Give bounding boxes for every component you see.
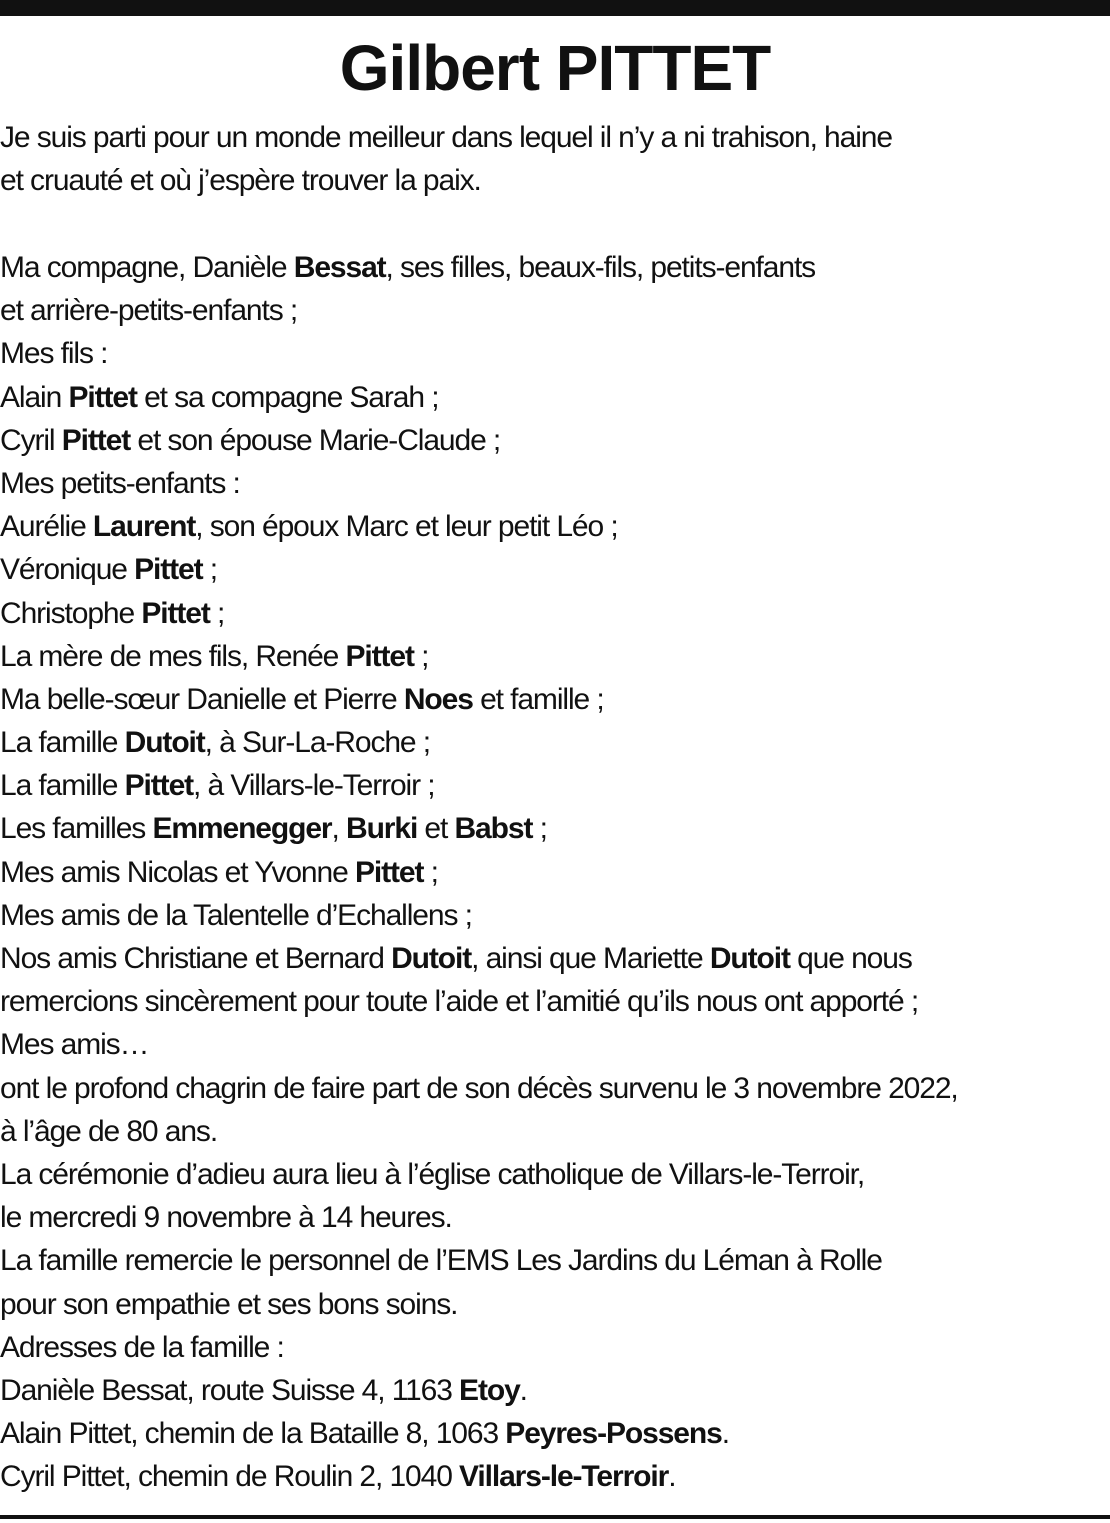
line-text: Aurélie [0,510,93,544]
line-text: , à Villars-le-Terroir ; [193,769,435,803]
line-text: La famille remercie le personnel de l’EMS Les Jardins du Léman à Rolle [0,1244,882,1278]
body-line [0,289,1110,332]
line-text: , [331,812,346,846]
surname-text: Pittet [68,380,137,414]
intro-line [0,159,1110,202]
body-line [0,1239,1110,1282]
body-line [0,419,1110,462]
line-text: Alain Pittet, chemin de la Bataille 8, 1063 [0,1417,506,1451]
line-text: et [417,812,455,846]
surname-text: Babst [454,812,533,846]
line-text: et famille ; [472,682,604,716]
body-line [0,548,1110,591]
line-text: Les familles [0,812,153,846]
body-line [0,246,1110,289]
body-line [0,1455,1110,1498]
surname-text: Pittet [61,423,131,457]
surname-text: Dutoit [391,942,472,975]
body-line [0,1110,1110,1153]
body-line [0,505,1110,548]
body-line [0,1196,1110,1239]
line-text: remercions sincèrement pour toute l’aide et l’amitié qu’ils nous ont apporté ; [0,985,919,1019]
line-text: , ses filles, beaux-fils, petits-enfants [385,251,816,284]
surname-text: Bessat [293,251,386,284]
line-text: La mère de mes fils, Renée [0,639,346,673]
line-text: . [721,1417,729,1451]
line-text: Cyril Pittet, chemin de Roulin 2, 1040 [0,1460,460,1494]
line-text: Christophe [0,596,142,630]
line-text: La famille [0,769,125,803]
surname-text: Peyres-Possens [505,1417,722,1451]
line-text: Véronique [0,553,135,587]
line-text: La famille [0,726,125,760]
surname-text: Pittet [345,639,414,673]
line-text: que nous [789,942,912,975]
body-line [0,1369,1110,1412]
line-text: Cyril [0,423,62,457]
line-text: La cérémonie d’adieu aura lieu à l’église catholique de Villars-le-Terroir, [0,1157,865,1191]
body-line [0,678,1110,721]
line-text: ont le profond chagrin de faire part de son décès survenu le 3 novembre 2022, [0,1071,958,1105]
body-line [0,1153,1110,1196]
line-text: . [519,1373,527,1407]
body-line [0,851,1110,894]
body-line [0,592,1110,635]
line-text: Nos amis Christiane et Bernard [0,942,392,975]
surname-text: Etoy [459,1373,520,1407]
line-text: ; [202,553,217,587]
line-text: . [668,1460,676,1494]
surname-text: Dutoit [709,942,790,975]
obituary-body [0,246,1110,1498]
intro-paragraph [0,116,1110,202]
line-text: Mes amis de la Talentelle d’Echallens ; [0,898,472,932]
line-text: le mercredi 9 novembre à 14 heures. [0,1201,452,1235]
line-text: , à Sur-La-Roche ; [204,726,430,760]
surname-text: Pittet [134,553,203,587]
line-text: Ma belle-sœur Danielle et Pierre [0,682,404,716]
page-title: Gilbert PITTET [339,32,771,104]
top-rule [0,0,1110,16]
line-text: Alain [0,380,69,414]
line-text: , son époux Marc et leur petit Léo ; [195,510,618,544]
body-line [0,1326,1110,1369]
body-line [0,807,1110,850]
body-line [0,376,1110,419]
surname-text: Dutoit [124,726,205,760]
surname-text: Emmenegger [152,812,332,846]
line-text: Adresses de la famille : [0,1330,284,1364]
line-text: Mes fils : [0,337,108,371]
line-text: Je suis parti pour un monde meilleur dans lequel il n’y a ni trahison, haine [0,121,892,154]
line-text: Danièle Bessat, route Suisse 4, 1163 [0,1373,460,1407]
line-text: et son épouse Marie-Claude ; [130,423,501,457]
line-text: ; [423,855,438,889]
surname-text: Villars-le-Terroir [459,1460,669,1494]
line-text: ; [209,596,225,630]
line-text: et sa compagne Sarah ; [136,380,439,414]
surname-text: Pittet [354,855,424,889]
line-text: ; [532,812,547,846]
line-text: à l’âge de 80 ans. [0,1114,218,1148]
body-line [0,721,1110,764]
surname-text: Pittet [141,596,210,630]
line-text: et arrière-petits-enfants ; [0,294,298,328]
body-line [0,635,1110,678]
body-line [0,937,1110,980]
body-line [0,1283,1110,1326]
line-text: Mes amis Nicolas et Yvonne [0,855,355,889]
line-text: , ainsi que Mariette [471,942,710,975]
line-text: pour son empathie et ses bons soins. [0,1287,458,1321]
body-line [0,1067,1110,1110]
body-line [0,1412,1110,1455]
line-text: Mes amis… [0,1028,149,1062]
intro-line [0,116,1110,159]
body-line [0,894,1110,937]
line-text: et cruauté et où j’espère trouver la paix. [0,164,481,198]
surname-text: Noes [403,682,473,716]
line-text: ; [413,639,429,673]
surname-text: Pittet [124,769,194,803]
body-line [0,332,1110,375]
line-text: Mes petits-enfants : [0,466,240,500]
body-line [0,462,1110,505]
body-line [0,1023,1110,1066]
line-text: Ma compagne, Danièle [0,251,294,284]
body-line [0,764,1110,807]
surname-text: Laurent [92,510,196,544]
surname-text: Burki [346,812,418,846]
bottom-rule [0,1515,1110,1519]
body-line [0,980,1110,1023]
